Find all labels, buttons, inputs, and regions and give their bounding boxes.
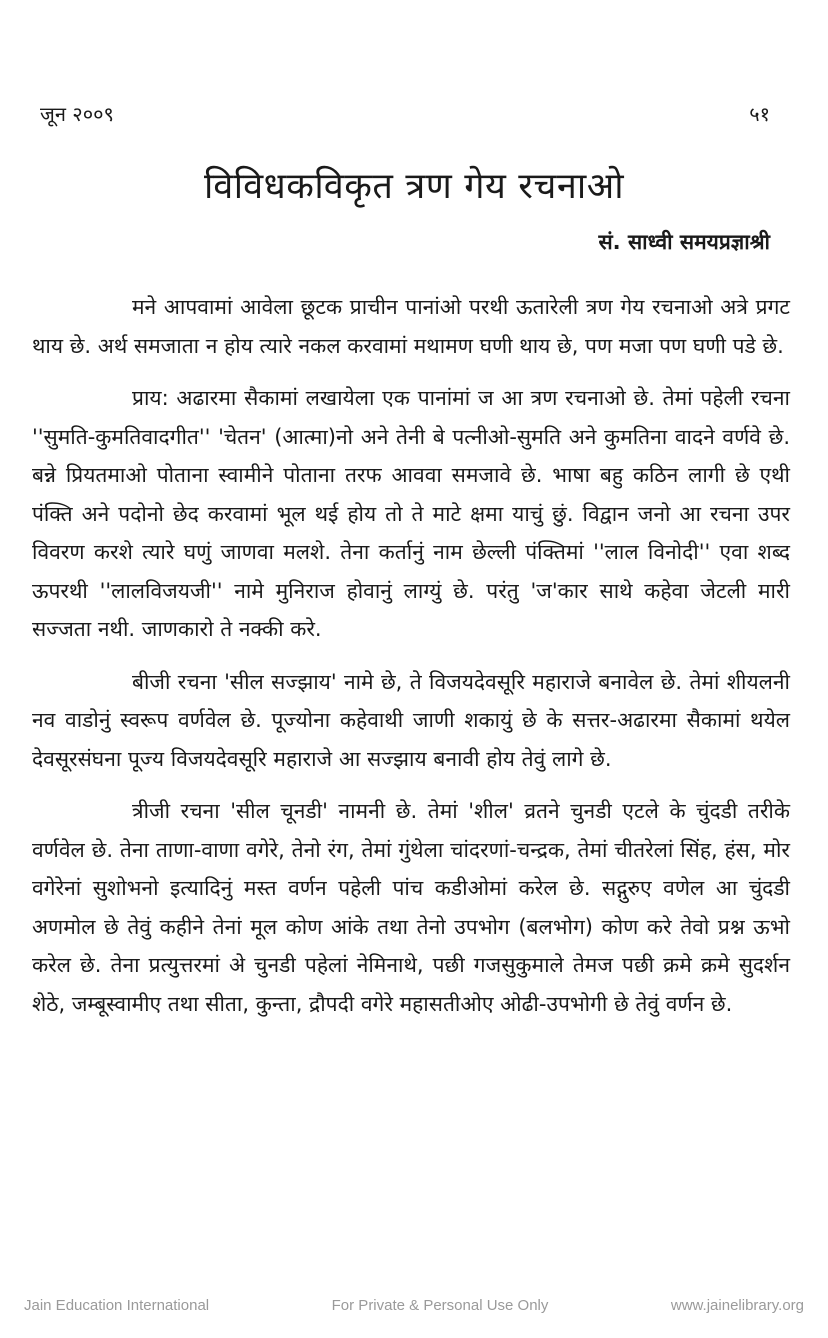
footer-usage-notice: For Private & Personal Use Only <box>331 1297 549 1314</box>
paragraph: बीजी रचना 'सील सज्झाय' नामे छे, ते विजयदेवसूरि महाराजे बनावेल छे. तेमां शीयलनी नव वाडोनुं स्वरूप वर्णवेल छे. पूज्योना कहेवाथी जाणी शकायुं छे के सत्तर-अढारमा सैकामां थयेल देवसूरसंघना पूज्य विजयदेवसूरि महाराजे आ सज्झाय बनावी होय तेवुं लागे छे. <box>32 669 790 771</box>
article-title: विविधकविकृत त्रण गेय रचनाओ <box>203 166 625 207</box>
paragraph: त्रीजी रचना 'सील चूनडी' नामनी छे. तेमां 'शील' व्रतने चुनडी एटले के चुंदडी तरीके वर्णवेल छे. तेना ताणा-वाणा वगेरे, तेनो रंग, तेमां गुंथेला चांदरणां-चन्द्रक, तेमां चीतरेलां सिंह, हंस, मोर वगेरेनां सुशोभनो इत्यादिनुं मस्त वर्णन पहेली पांच कडीओमां करेल छे. सद्गुरुए वणेल आ चुंदडी अणमोल छे तेवुं कहीने तेनां मूल कोण आंके तथा तेनो उपभोग (बलभोग) कोण करे तेवो प्रश्न ऊभो करेल छे. तेना प्रत्युत्तरमां अे चुनडी पहेलां नेमिनाथे, पछी गजसुकुमाले तेमज पछी क्रमे क्रमे सुदर्शन शेठे, जम्बूस्वामीए तथा सीता, कुन्ता, द्रौपदी वगेरे महासतीओए ओढी-उपभोगी छे तेवुं वर्णन छे. <box>32 799 790 1016</box>
footer-publisher: Jain Education International <box>24 1297 210 1314</box>
paragraph: मने आपवामां आवेला छूटक प्राचीन पानांओ परथी ऊतारेली त्रण गेय रचनाओ अत्रे प्रगट थाय छे. अर्थ समजाता न होय त्यारे नकल करवामां मथामण घणी थाय छे, पण मजा पण घणी पडे छे. <box>32 295 790 358</box>
page-number: ५१ <box>749 102 770 126</box>
paragraph: प्राय: अढारमा सैकामां लखायेला एक पानांमां ज आ त्रण रचनाओ छे. तेमां पहेली रचना ''सुमति-कुमतिवादगीत'' 'चेतन' (आत्मा)नो अने तेनी बे पत्नीओ-सुमति अने कुमतिना वादने वर्णवे छे. बन्ने प्रियतमाओ पोताना स्वामीने पोताना तरफ आववा समजावे छे. भाषा बहु कठिन लागी छे एथी पंक्ति अने पदोनो छेद करवामां भूल थई होय तो ते माटे क्षमा याचुं छुं. विद्वान जनो आ रचना उपर विवरण करशे त्यारे घणुं जाणवा मलशे. तेना कर्तानुं नाम छेल्ली पंक्तिमां ''लाल विनोदी'' एवा शब्द ऊपरथी ''लालविजयजी'' नामे मुनिराज होवानुं लाग्युं छे. परंतु 'ज'कार साथे कहेवा जेटली मारी सज्जता नथी. जाणकारो ते नक्की करे. <box>32 386 790 641</box>
page-header <box>40 100 770 127</box>
page-footer <box>24 1297 804 1314</box>
article-author: सं. साध्वी समयप्रज्ञाश्री <box>598 230 770 254</box>
footer-website: www.jainelibrary.org <box>670 1297 804 1314</box>
article-body <box>32 288 790 1037</box>
issue-date: जून २००९ <box>40 102 114 126</box>
